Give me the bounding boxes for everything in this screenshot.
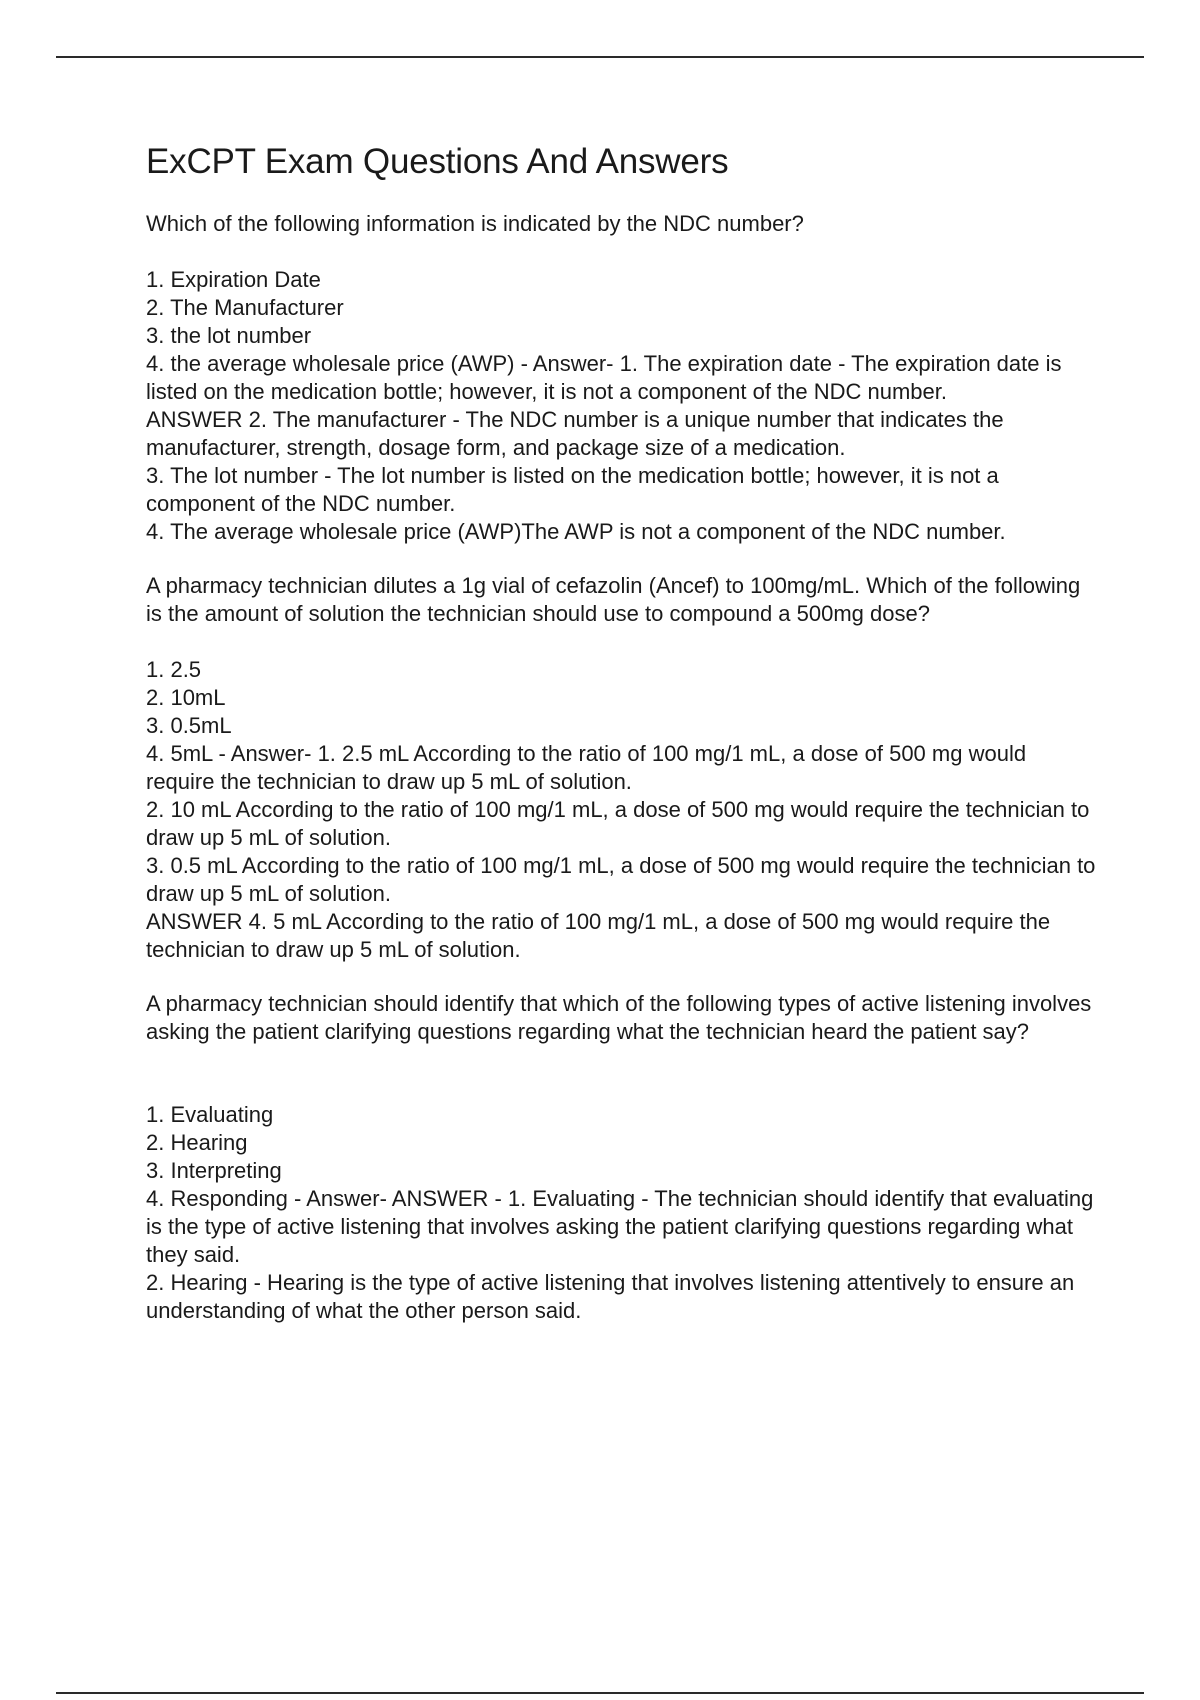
answer-line: ANSWER 2. The manufacturer - The NDC number is a unique number that indicates the manufacturer, strength, dosage form, and package size of a medication. [146,406,1004,460]
document-body [146,140,1096,1351]
answer-line: 2. Hearing [146,1129,248,1155]
qa-block-1 [146,210,1096,546]
answer-line: 3. 0.5 mL According to the ratio of 100 mg/1 mL, a dose of 500 mg would require the technician to draw up 5 mL of solution. [146,852,1096,906]
answer-line: 3. 0.5mL [146,712,232,738]
document-title: ExCPT Exam Questions And Answers [146,142,729,181]
answer-line: 4. The average wholesale price (AWP)The AWP is not a component of the NDC number. [146,518,1006,544]
answer-line: 3. Interpreting [146,1157,282,1183]
answer-line: 1. 2.5 [146,656,202,682]
answer-line: 3. The lot number - The lot number is listed on the medication bottle; however, it is not a component of the NDC number. [146,462,999,516]
answer-line: 2. The Manufacturer [146,294,344,320]
answer-line: 2. 10mL [146,684,226,710]
question-text: A pharmacy technician dilutes a 1g vial of cefazolin (Ancef) to 100mg/mL. Which of the following is the amount of solution the technician should use to compound a 500mg dose? [146,572,1081,626]
question-text: Which of the following information is indicated by the NDC number? [146,210,804,236]
answer-line: 1. Expiration Date [146,266,321,292]
answer-line: ANSWER 4. 5 mL According to the ratio of 100 mg/1 mL, a dose of 500 mg would require the technician to draw up 5 mL of solution. [146,908,1051,962]
bottom-rule [56,1692,1144,1694]
answer-line: 4. Responding - Answer- ANSWER - 1. Evaluating - The technician should identify that evaluating is the type of active listening that involves asking the patient clarifying questions regarding what they said. [146,1185,1094,1267]
answer-line: 2. Hearing - Hearing is the type of active listening that involves listening attentively to ensure an understanding of what the other person said. [146,1269,1075,1323]
question-text: A pharmacy technician should identify that which of the following types of active listening involves asking the patient clarifying questions regarding what the technician heard the patient say? [146,990,1092,1044]
answer-line: 1. Evaluating [146,1101,274,1127]
qa-block-2 [146,572,1096,964]
answer-line: 3. the lot number [146,322,312,348]
top-rule [56,56,1144,58]
answer-line: 4. the average wholesale price (AWP) - Answer- 1. The expiration date - The expiration date is listed on the medication bottle; however, it is not a component of the NDC number. [146,350,1062,404]
answer-line: 2. 10 mL According to the ratio of 100 mg/1 mL, a dose of 500 mg would require the technician to draw up 5 mL of solution. [146,796,1090,850]
qa-block-3 [146,990,1096,1325]
answer-line: 4. 5mL - Answer- 1. 2.5 mL According to the ratio of 100 mg/1 mL, a dose of 500 mg would require the technician to draw up 5 mL of solution. [146,740,1027,794]
